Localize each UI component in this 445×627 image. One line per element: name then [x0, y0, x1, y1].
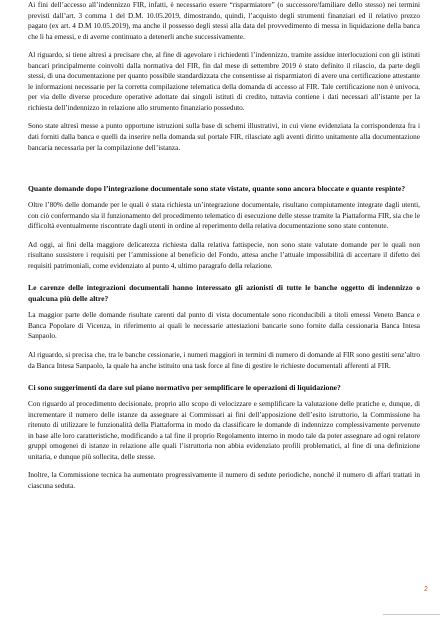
document-body [28, 0, 420, 500]
paragraph: Ad oggi, ai fini della maggiore delicatezza richiesta dalla relativa fattispecie, non sono state valutate domande per le quali non risultano sussistere i requisiti per l’ammissione al beneficio del Fondo, attesa anche l’attuale impossibilità di accertare il difetto dei requisiti patrimoniali, come evidenziato al punto 4, ultimo paragrafo della relazione. [28, 240, 420, 270]
paragraph: Inoltre, la Commissione tecnica ha aumentato progressivamente il numero di sedute periodiche, nonché il numero di affari trattati in ciascuna seduta. [28, 471, 420, 490]
paragraph: Sono state altresì messe a punto opportune istruzioni sulla base di schemi illustrativi, in cui viene evidenziata la corrispondenza fra i dati forniti dalla banca e quelli da inserire nella domanda sul portale FIR, rilasciate agli aventi diritto unitamente alla documentazione bancaria necessaria per la compilazione dell’istanza. [28, 122, 420, 152]
paragraph: Al riguardo, si precisa che, tra le banche cessionarie, i numeri maggiori in termini di numero di domande al FIR sono gestiti senz’altro da Banca Intesa Sanpaolo, la quale ha anche istituito una task force al fine di gestire le richieste documentali afferenti al FIR. [28, 351, 420, 370]
page-number: 2 [424, 586, 428, 593]
section-question-heading: Le carenze delle integrazioni documentali hanno interessato gli azionisti di tutte le banche oggetto di indennizzo o qualcuna più delle altre? [28, 283, 420, 304]
section-question-heading: Quante domande dopo l’integrazione documentale sono state vistate, quante sono ancora bloccate e quante respinte? [28, 184, 406, 194]
paragraph: Con riguardo al procedimento decisionale, proprio allo scopo di velocizzare e semplificare la valutazione delle pratiche e, dunque, di incrementare il numero delle istanze da assegnare ai Commissari ai fini dell’apposizione dell’esito istruttorio, la Commissione ha ritenuto di utilizzare le funzionalità della Piattaforma in modo da classificare le domande di indennizzo complessivamente pervenute in base alle loro caratteristiche, modificando a tal fine il proprio Regolamento interno in modo tale da poter assegnare ad ogni relatore gruppi omogenei di istanze in relazione alle quali l’istruttoria non abbia evidenziato profili problematici, al fine di una definizione unitaria, e dunque più sollecita, delle stesse. [28, 400, 420, 461]
paragraph: Ai fini dell’accesso all’indennizzo FIR, infatti, è necessario essere “risparmiatore” (o successore/familiare dello stesso) nei termini previsti dall’art. 3 comma 1 del D.M. 10.05.2019, dimostrando, quindi, l’acquisto degli strumenti finanziari ed il relativo prezzo pagato (ex art. 4 D.M 10.05.2019), ma anche il possesso degli stessi alla data del provvedimento di messa in liquidazione della banca che li ha emessi, e di averne continuato a detenerli anche successivamente. [28, 1, 420, 41]
section-question-heading: Ci sono suggerimenti da dare sul piano normativo per semplificare le operazioni di liquidazione? [28, 383, 341, 393]
paragraph: La maggior parte delle domande risultate carenti dal punto di vista documentale sono riconducibili a titoli emessi Veneto Banca e Banca Popolare di Vicenza, in riferimento ai quali le necessarie attestazioni bancarie sono fornite dalla cessionaria Banca Intesa Sanpaolo. [28, 311, 420, 341]
paragraph: Al riguardo, si tiene altresì a precisare che, al fine di agevolare i richiedenti l’indennizzo, tramite assidue interlocuzioni con gli istituti bancari principalmente coinvolti dalla normativa del FIR, fin dal mese di settembre 2019 è stato definito il rilascio, da parte degli stessi, di una documentazione per quanto possibile standardizzata che consentisse ai risparmiatori di avere una certificazione attestante le informazioni necessarie per la corretta compilazione telematica della domanda di accesso al FIR. Tale certificazione non è univoca, per via delle diverse procedure operative adottate dai singoli istituti di credito, tuttavia contiene i dati necessari all’istante per la richiesta dell’indennizzo in relazione allo strumento finanziario posseduto. [28, 51, 420, 112]
paragraph: Oltre l’80% delle domande per le quali è stata richiesta un’integrazione documentale, risultano compiutamente integrate dagli utenti, con ciò confermando sia il funzionamento del procedimento telematico di esecuzione delle stesse tramite la Piattaforma FIR, sia che le difficoltà eventualmente riscontrate dagli utenti in ordine al reperimento della relativa documentazione sono state contenute. [28, 201, 420, 231]
footer-divider [383, 614, 440, 615]
